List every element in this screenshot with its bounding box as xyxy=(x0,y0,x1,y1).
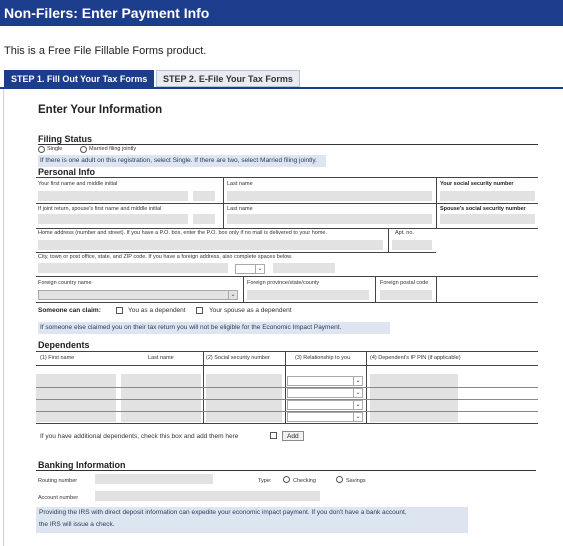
address-label: Home address (number and street). If you have a P.O. box, enter the P.O. box only if no mail is delivered to your home. xyxy=(38,230,328,236)
province-label: Foreign province/state/county xyxy=(247,280,320,286)
dep-ssn-header: (2) Social security number xyxy=(206,355,270,361)
city-top-rule xyxy=(36,252,436,253)
apt-label: Apt. no. xyxy=(395,230,414,236)
account-number-label: Account number xyxy=(38,495,79,501)
personal-top-rule xyxy=(36,177,538,178)
province-divider xyxy=(243,276,244,302)
single-radio[interactable] xyxy=(38,146,45,153)
panel-border xyxy=(3,89,4,546)
apt-divider xyxy=(388,228,389,252)
checking-radio[interactable] xyxy=(283,476,290,483)
postal-label: Foreign postal code xyxy=(380,280,429,286)
chevron-down-icon: ⌄ xyxy=(228,291,237,299)
middle-initial-input[interactable] xyxy=(193,191,215,201)
chevron-down-icon: ⌄ xyxy=(255,265,264,273)
last-name-input[interactable] xyxy=(227,191,432,201)
foreign-right-divider xyxy=(436,276,437,302)
dep-ippins-input[interactable] xyxy=(370,374,458,422)
last-name-label: Last name xyxy=(227,181,253,187)
zip-input[interactable] xyxy=(273,263,335,273)
ssn-label: Your social security number xyxy=(440,181,514,187)
ssn-input[interactable] xyxy=(440,191,535,201)
intro-text: This is a Free File Fillable Forms product. xyxy=(4,45,207,57)
dep-bottom-rule xyxy=(36,423,538,424)
claim-info: If someone else claimed you on their tax return you will not be eligible for the Economic Impact Payment. xyxy=(40,324,342,331)
dep-row-rule-3 xyxy=(36,411,538,412)
form-heading: Enter Your Information xyxy=(38,104,163,116)
foreign-top-rule xyxy=(36,276,538,277)
dep-last-name-header: Last name xyxy=(148,355,174,361)
account-number-input[interactable] xyxy=(95,491,320,501)
banking-title: Banking Information xyxy=(38,460,126,470)
spouse-first-input[interactable] xyxy=(38,214,188,224)
postal-input[interactable] xyxy=(380,290,432,300)
dependents-title: Dependents xyxy=(38,340,90,350)
personal-info-title: Personal Info xyxy=(38,167,96,177)
chevron-down-icon: ⌄ xyxy=(353,377,362,385)
chevron-down-icon: ⌄ xyxy=(353,389,362,397)
routing-label: Routing number xyxy=(38,478,78,484)
country-select[interactable] xyxy=(38,290,238,300)
province-input[interactable] xyxy=(247,290,369,300)
dep-first-name-header: (1) First name xyxy=(40,355,75,361)
married-jointly-radio[interactable] xyxy=(80,146,87,153)
filing-status-info: If there is one adult on this registration, select Single. If there are two, select Married filing jointly. xyxy=(40,157,317,164)
dependents-top-rule xyxy=(36,351,538,352)
claim-spouse-checkbox[interactable] xyxy=(196,307,203,314)
apt-input[interactable] xyxy=(392,240,432,250)
filing-status-rule xyxy=(38,144,538,145)
dep-relationship-select-3[interactable] xyxy=(287,400,363,410)
city-input[interactable] xyxy=(38,263,228,273)
foreign-bottom-rule xyxy=(36,302,538,303)
dep-relationship-header: (3) Relationship to you xyxy=(295,355,351,361)
filing-status-title: Filing Status xyxy=(38,134,92,144)
page-banner-title: Non-Filers: Enter Payment Info xyxy=(0,0,563,26)
account-type-label: Type: xyxy=(258,478,272,484)
spouse-last-label: Last name xyxy=(227,206,253,212)
checking-label: Checking xyxy=(293,478,316,484)
dep-ssns-input[interactable] xyxy=(206,374,282,422)
address-input[interactable] xyxy=(38,240,383,250)
claim-label: Someone can claim: xyxy=(38,307,101,314)
spouse-ssn-label: Spouse's social security number xyxy=(440,206,526,212)
dep-ippin-header: (4) Dependent's IP PIN (if applicable) xyxy=(370,355,461,361)
spouse-ssn-input[interactable] xyxy=(440,214,535,224)
spouse-last-input[interactable] xyxy=(227,214,432,224)
banking-info-line2: the IRS will issue a check. xyxy=(39,521,115,528)
chevron-down-icon: ⌄ xyxy=(353,401,362,409)
banking-info-line1: Providing the IRS with direct deposit information can expedite your economic impact payment. If you don't have a bank account, xyxy=(39,509,407,516)
claim-you-label: You as a dependent xyxy=(128,307,186,314)
dep-relationship-select-2[interactable] xyxy=(287,388,363,398)
additional-dependents-text: If you have additional dependents, check this box and add them here xyxy=(40,433,239,440)
married-jointly-label: Married filing jointly xyxy=(89,146,137,152)
country-label: Foreign country name xyxy=(38,280,92,286)
savings-radio[interactable] xyxy=(336,476,343,483)
spouse-first-label: If joint return, spouse's first name and middle initial xyxy=(38,206,162,212)
tab-step1[interactable]: STEP 1. Fill Out Your Tax Forms xyxy=(4,70,154,87)
tab-underline xyxy=(0,87,563,89)
claim-you-checkbox[interactable] xyxy=(116,307,123,314)
additional-dependents-checkbox[interactable] xyxy=(270,432,277,439)
tab-step2[interactable]: STEP 2. E-File Your Tax Forms xyxy=(156,70,300,87)
chevron-down-icon: ⌄ xyxy=(353,413,362,421)
dep-header-rule xyxy=(36,365,538,366)
city-label: City, town or post office, state, and ZIP code. If you have a foreign address, also complete spaces below. xyxy=(38,254,293,260)
first-name-input[interactable] xyxy=(38,191,188,201)
claim-spouse-label: Your spouse as a dependent xyxy=(209,307,292,314)
dep-first-names-input[interactable] xyxy=(36,374,116,422)
address-top-rule xyxy=(36,228,538,229)
dep-row-rule-2 xyxy=(36,399,538,400)
banking-rule xyxy=(36,470,536,471)
first-name-label: Your first name and middle initial xyxy=(38,181,118,187)
dep-relationship-select-4[interactable] xyxy=(287,412,363,422)
spouse-middle-initial-input[interactable] xyxy=(193,214,215,224)
dep-relationship-select-1[interactable] xyxy=(287,376,363,386)
personal-row2-rule xyxy=(36,203,538,204)
dep-row-rule-1 xyxy=(36,387,538,388)
postal-divider xyxy=(375,276,376,302)
add-dependents-button[interactable]: Add xyxy=(282,431,304,441)
state-select[interactable] xyxy=(235,264,265,274)
dep-last-names-input[interactable] xyxy=(121,374,201,422)
single-label: Single xyxy=(47,146,63,152)
savings-label: Savings xyxy=(346,478,366,484)
routing-input[interactable] xyxy=(95,474,213,484)
